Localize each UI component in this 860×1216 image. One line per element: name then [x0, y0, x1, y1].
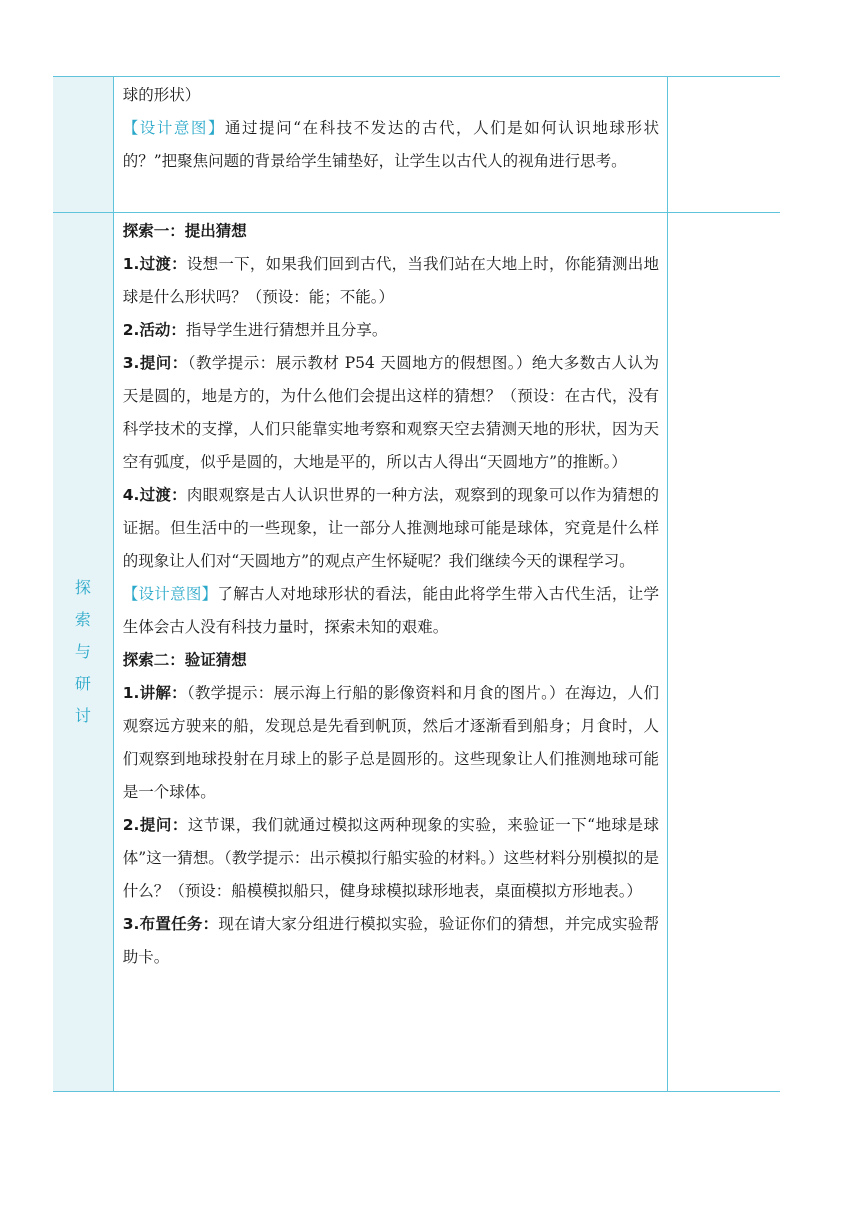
section-label-cell: [53, 213, 113, 1092]
design-intent-tag: 【设计意图】: [122, 585, 218, 603]
note-cell: [668, 77, 780, 213]
item-label: 2.活动：: [122, 321, 186, 339]
paragraph-text: 指导学生进行猜想并且分享。: [185, 321, 388, 339]
section-heading: 探索二：验证猜想: [122, 651, 247, 669]
paragraph-text: 这节课，我们就通过模拟这两种现象的实验，来验证一下“地球是球体”这一猜想。（教学提示：出示模拟行船实验的材料。）这些材料分别模拟的是什么？（预设：船模模拟船只，健身球模拟球形地表，桌面模拟方形地表。）: [122, 816, 660, 900]
section-label-cell: [53, 77, 113, 213]
paragraph: [123, 479, 659, 578]
item-label: 4.过渡：: [122, 486, 187, 504]
paragraph: [123, 677, 659, 809]
item-label: 1.过渡：: [122, 255, 187, 273]
paragraph: [123, 248, 659, 314]
table-row: [53, 213, 780, 1092]
content-cell: [113, 77, 667, 213]
section-label: 探索与研讨: [74, 578, 91, 725]
section-heading: 探索一：提出猜想: [122, 222, 247, 240]
paragraph-text: 了解古人对地球形状的看法，能由此将学生带入古代生活，让学生体会古人没有科技力量时，探索未知的艰难。: [122, 585, 659, 636]
table-row: [53, 77, 780, 213]
item-label: 3.提问：: [122, 354, 188, 372]
paragraph: [123, 908, 659, 974]
item-label: 3.布置任务：: [122, 915, 219, 933]
paragraph: [123, 578, 659, 644]
content-cell: [113, 213, 667, 1092]
lesson-plan-table: [53, 76, 780, 1092]
paragraph: [123, 347, 659, 479]
item-label: 1.讲解：: [122, 684, 187, 702]
design-intent-tag: 【设计意图】: [122, 119, 225, 137]
paragraph: [123, 112, 659, 178]
paragraph-text: （教学提示：展示教材 P54 天圆地方的假想图。）绝大多数古人认为天是圆的，地是方的，为什么他们会提出这样的猜想？（预设：在古代，没有科学技术的支撑，人们只能靠实地考察和观察天空去猜测天地的形状，因为天空有弧度，似乎是圆的，大地是平的，所以古人得出“天圆地方”的推断。）: [122, 354, 660, 471]
paragraph: [123, 314, 659, 347]
item-label: 2.提问：: [122, 816, 188, 834]
paragraph: [123, 809, 659, 908]
paragraph: 球的形状）: [122, 86, 201, 104]
paragraph-text: 肉眼观察是古人认识世界的一种方法，观察到的现象可以作为猜想的证据。但生活中的一些现象，让一部分人推测地球可能是球体，究竟是什么样的现象让人们对“天圆地方”的观点产生怀疑呢？我们继续今天的课程学习。: [122, 486, 660, 570]
paragraph-text: 现在请大家分组进行模拟实验，验证你们的猜想，并完成实验帮助卡。: [122, 915, 660, 966]
paragraph-text: 通过提问“在科技不发达的古代，人们是如何认识地球形状的？”把聚焦问题的背景给学生铺垫好，让学生以古代人的视角进行思考。: [122, 119, 659, 170]
paragraph-text: （教学提示：展示海上行船的影像资料和月食的图片。）在海边，人们观察远方驶来的船，发现总是先看到帆顶，然后才逐渐看到船身；月食时，人们观察到地球投射在月球上的影子总是圆形的。这些现象让人们推测地球可能是一个球体。: [122, 684, 660, 801]
note-cell: [668, 213, 780, 1092]
paragraph-text: 设想一下，如果我们回到古代，当我们站在大地上时，你能猜测出地球是什么形状吗？（预设：能；不能。）: [122, 255, 659, 306]
